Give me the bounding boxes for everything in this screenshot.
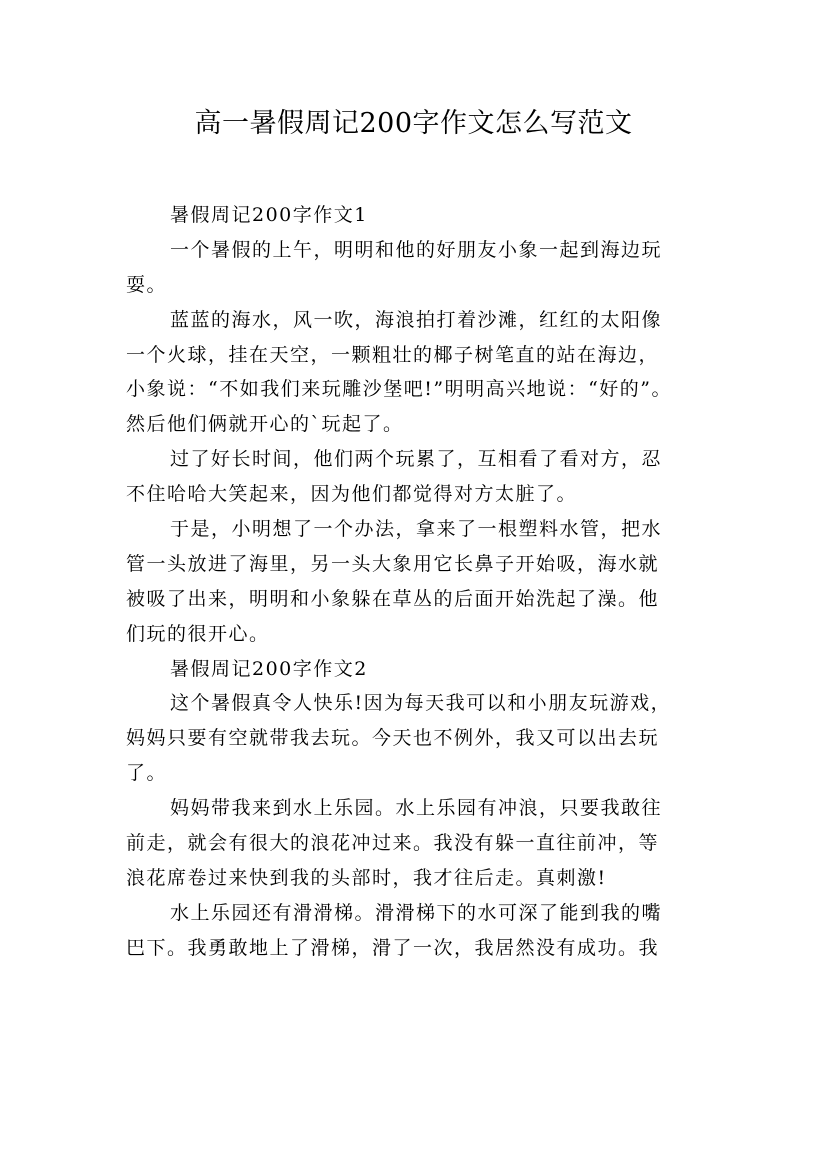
text-line: 然后他们俩就开心的`玩起了。 [126,413,404,436]
text-line: 暑假周记200字作文1 [170,204,368,226]
text-line: 暑假周记200字作文2 [170,657,368,680]
text-line: 一个暑假的上午，明明和他的好朋友小象一起到海边玩 [170,238,663,261]
text-line: 了。 [126,762,168,785]
text-line: 过了好长时间，他们两个玩累了，互相看了看对方，忍 [170,448,663,471]
text-line: 于是，小明想了一个办法，拿来了一根塑料水管，把水 [170,518,663,541]
text-line: 妈妈带我来到水上乐园。水上乐园有冲浪，只要我敢往 [170,797,663,820]
text-line: 这个暑假真令人快乐!因为每天我可以和小朋友玩游戏， [170,692,672,715]
text-line: 浪花席卷过来快到我的头部时，我才往后走。真刺激! [126,866,607,889]
text-line: 管一头放进了海里，另一头大象用它长鼻子开始吸，海水就 [126,552,660,575]
text-line: 一个火球，挂在天空，一颗粗壮的椰子树笔直的站在海边， [126,343,660,366]
text-line: 不住哈哈大笑起来，因为他们都觉得对方太脏了。 [126,483,578,506]
text-line: 水上乐园还有滑滑梯。滑滑梯下的水可深了能到我的嘴 [170,901,663,924]
text-line: 妈妈只要有空就带我去玩。今天也不例外，我又可以出去玩 [126,727,660,750]
text-line: 前走，就会有很大的浪花冲过来。我没有躲一直往前冲，等 [126,832,660,855]
document-body [126,198,710,966]
text-line: 小象说：“不如我们来玩雕沙堡吧!”明明高兴地说：“好的”。 [126,378,672,401]
text-line: 们玩的很开心。 [126,622,270,645]
text-line: 巴下。我勇敢地上了滑梯，滑了一次，我居然没有成功。我 [126,936,660,959]
text-line: 蓝蓝的海水，风一吹，海浪拍打着沙滩，红红的太阳像 [170,308,663,331]
text-line: 被吸了出来，明明和小象躲在草丛的后面开始洗起了澡。他 [126,587,660,610]
text-line: 耍。 [126,273,168,296]
document-title: 高一暑假周记200字作文怎么写范文 [194,108,633,139]
